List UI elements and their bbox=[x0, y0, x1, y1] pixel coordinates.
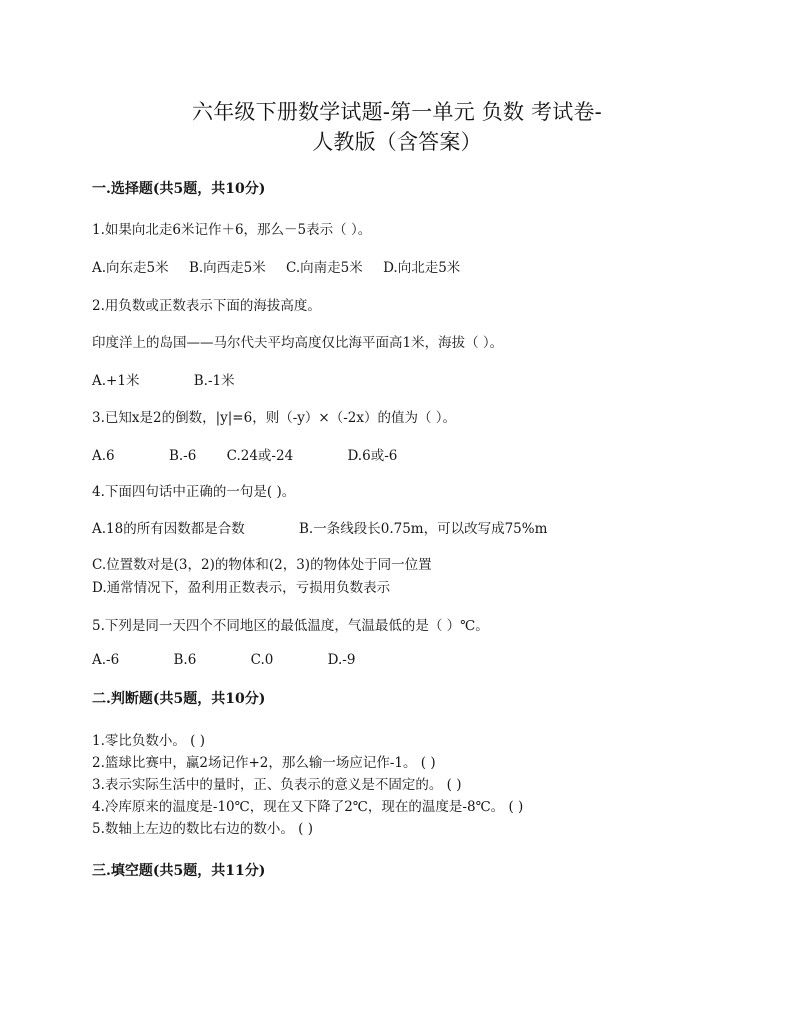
question-5: 5.下列是同一天四个不同地区的最低温度，气温最低的是（ ）℃。 bbox=[92, 618, 489, 634]
question-3: 3.已知x是2的倒数，|y|=6，则（-y）×（-2x）的值为（ ）。 bbox=[92, 410, 457, 426]
question-5-options bbox=[92, 651, 371, 669]
option-b: B.向西走5米 bbox=[188, 260, 266, 276]
section-heading-judgement: 二.判断题(共5题，共10分) bbox=[92, 691, 266, 707]
section-heading-fill-in: 三.填空题(共5题，共11分) bbox=[92, 863, 266, 879]
question-4: 4.下面四句话中正确的一句是( )。 bbox=[92, 484, 296, 500]
option-a: A.+1米 bbox=[92, 373, 140, 389]
question-2-options bbox=[92, 372, 251, 390]
option-b: B.6 bbox=[173, 652, 197, 668]
option-a: A.18的所有因数都是合数 bbox=[92, 521, 245, 537]
judgement-item-4: 4.冷库原来的温度是-10℃，现在又下降了2℃，现在的温度是-8℃。 ( ) bbox=[92, 799, 524, 815]
question-3-options bbox=[92, 447, 413, 465]
question-4-option-d: D.通常情况下，盈利用正数表示，亏损用负数表示 bbox=[92, 580, 391, 596]
judgement-item-5: 5.数轴上左边的数比右边的数小。 ( ) bbox=[92, 821, 313, 837]
option-b: B.一条线段长0.75m，可以改写成75%m bbox=[299, 521, 548, 537]
option-c: C.向南走5米 bbox=[286, 260, 363, 276]
page-title-line-2: 人教版（含答案） bbox=[312, 130, 482, 154]
option-a: A.-6 bbox=[92, 652, 120, 668]
page-title-line-1: 六年级下册数学试题-第一单元 负数 考试卷- bbox=[192, 100, 602, 124]
question-2-detail: 印度洋上的岛国——马尔代夫平均高度仅比海平面高1米，海拔（ ）。 bbox=[92, 335, 504, 351]
judgement-item-2: 2.篮球比赛中，赢2场记作+2，那么输一场应记作-1。 ( ) bbox=[92, 755, 436, 771]
option-a: A.向东走5米 bbox=[92, 260, 169, 276]
option-d: D.6或-6 bbox=[347, 448, 398, 464]
question-2: 2.用负数或正数表示下面的海拔高度。 bbox=[92, 298, 321, 314]
option-b: B.-1米 bbox=[193, 373, 235, 389]
question-1-options bbox=[92, 259, 476, 277]
option-b: B.-6 bbox=[168, 448, 197, 464]
question-1: 1.如果向北走6米记作＋6，那么－5表示（ ）。 bbox=[92, 222, 372, 238]
option-d: D.向北走5米 bbox=[383, 260, 461, 276]
judgement-item-1: 1.零比负数小。 ( ) bbox=[92, 733, 205, 749]
option-d: D.-9 bbox=[327, 652, 356, 668]
option-a: A.6 bbox=[92, 448, 115, 464]
section-heading-choice: 一.选择题(共5题，共10分) bbox=[92, 181, 266, 197]
option-c: C.0 bbox=[250, 652, 274, 668]
question-4-options-ab bbox=[92, 520, 563, 538]
option-c: C.24或-24 bbox=[226, 448, 294, 464]
question-4-option-c: C.位置数对是(3，2)的物体和(2，3)的物体处于同一位置 bbox=[92, 557, 432, 573]
judgement-item-3: 3.表示实际生活中的量时，正、负表示的意义是不固定的。 ( ) bbox=[92, 777, 462, 793]
